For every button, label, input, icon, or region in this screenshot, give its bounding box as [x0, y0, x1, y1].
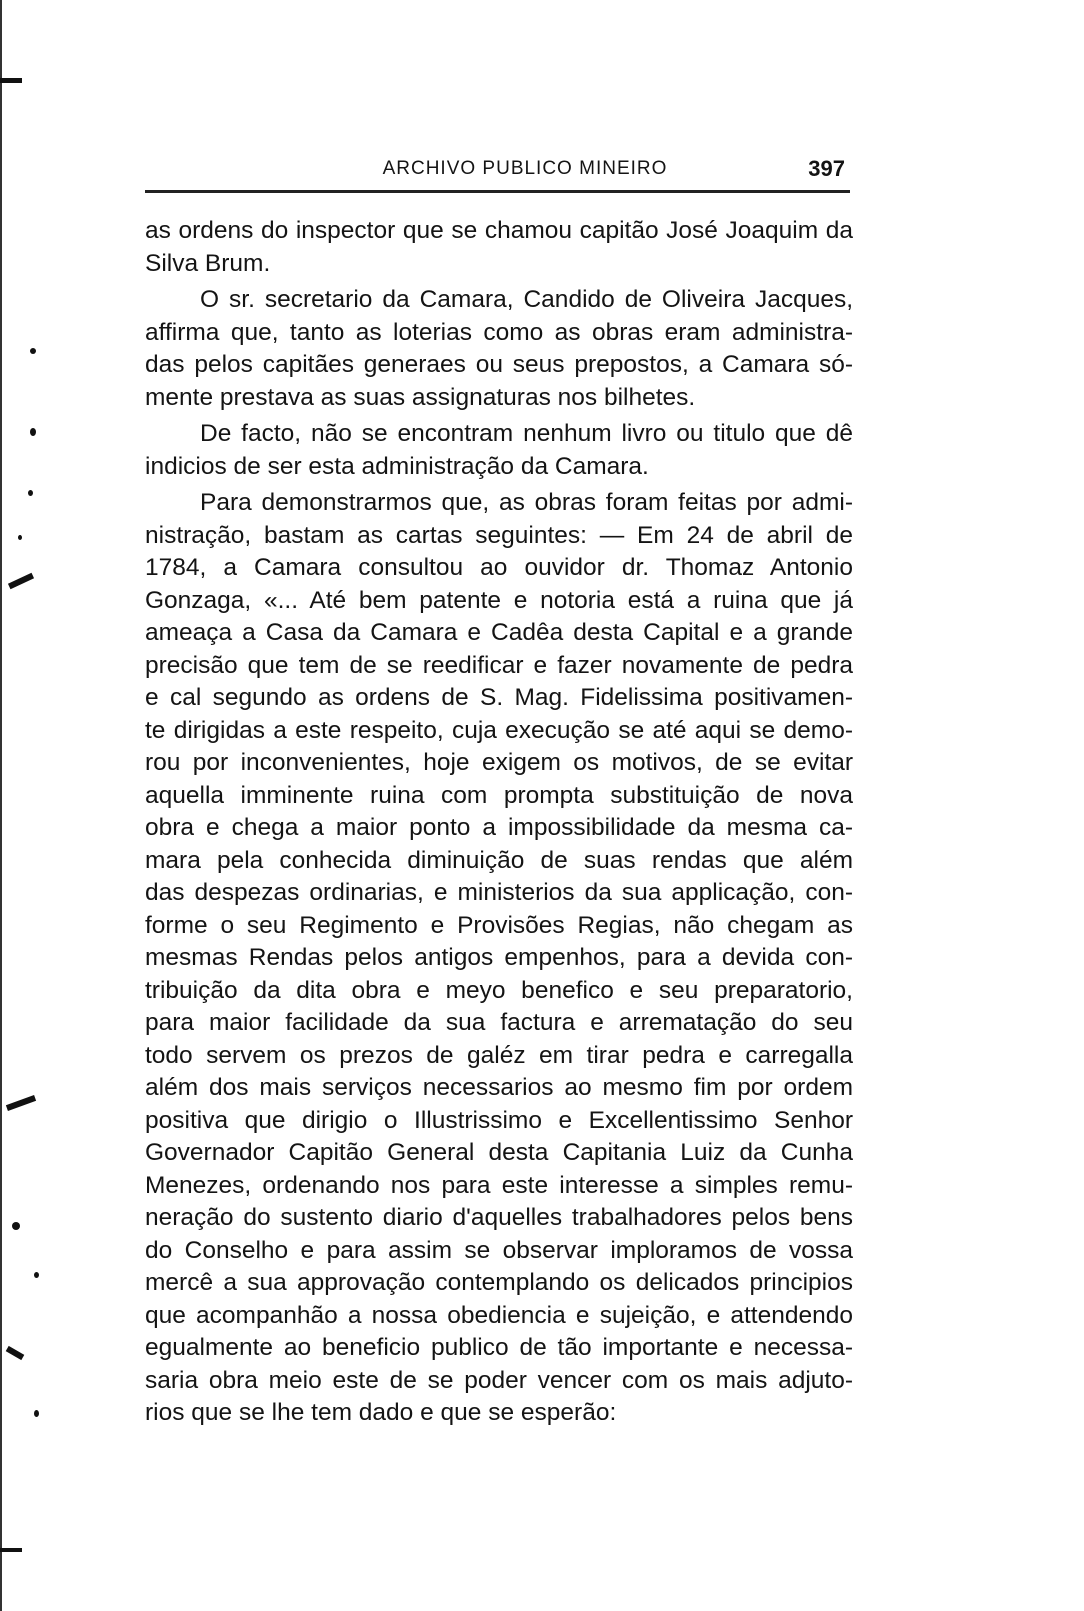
- text-line: positiva que dirigio o Illustrissimo e Excellentissimo Senhor: [145, 1106, 853, 1134]
- margin-dot: [30, 348, 36, 354]
- text-line: ameaça a Casa da Camara e Cadêa desta Capital e a grande: [145, 619, 853, 646]
- body-text: [145, 215, 853, 1430]
- paragraph: [145, 418, 853, 483]
- text-line: das despezas ordinarias, e ministerios da sua applicação, con-: [145, 879, 853, 906]
- paragraph: [145, 215, 853, 280]
- margin-dot: [28, 490, 33, 496]
- paragraph: [145, 284, 853, 414]
- margin-mark: [6, 1095, 36, 1111]
- margin-mark: [6, 1346, 25, 1360]
- text-line: as ordens do inspector que se chamou capitão José Joaquim da: [145, 217, 853, 244]
- text-line: O sr. secretario da Camara, Candido de Oliveira Jacques,: [200, 286, 853, 313]
- text-line: precisão que tem de se reedificar e fazer novamente de pedra: [145, 651, 853, 679]
- text-line: De facto, não se encontram nenhum livro ou titulo que dê: [200, 420, 853, 447]
- text-line: indicios de ser esta administração da Camara.: [145, 452, 649, 480]
- text-line: do Conselho e para assim se observar imploramos de vossa: [145, 1236, 853, 1264]
- text-line: Governador Capitão General desta Capitania Luiz da Cunha: [145, 1139, 853, 1166]
- text-line: obra e chega a maior ponto a impossibilidade da mesma ca-: [145, 814, 853, 841]
- text-line: tribuição da dita obra e meyo benefico e seu preparatorio,: [145, 976, 853, 1004]
- text-line: além dos mais serviços necessarios ao mesmo fim por ordem: [145, 1074, 853, 1101]
- text-line: rios que se lhe tem dado e que se esperão:: [145, 1399, 617, 1426]
- text-line: Gonzaga, «... Até bem patente e notoria está a ruina que já: [145, 586, 853, 614]
- page-header: [145, 158, 845, 188]
- text-line: mente prestava as suas assignaturas nos bilhetes.: [145, 383, 696, 411]
- paragraph: [145, 487, 853, 1430]
- text-line: Silva Brum.: [145, 249, 271, 277]
- margin-dot: [12, 1222, 20, 1230]
- margin-mark: [8, 573, 34, 589]
- text-line: saria obra meio este de se poder vencer com os mais adjuto-: [145, 1366, 853, 1394]
- text-line: mercê a sua approvação contemplando os delicados principios: [145, 1269, 853, 1296]
- text-line: Menezes, ordenando nos para este interesse a simples remu-: [145, 1171, 853, 1199]
- running-title: ARCHIVO PUBLICO MINEIRO: [382, 158, 668, 179]
- text-line: affirma que, tanto as loterias como as obras eram administra-: [145, 318, 853, 346]
- text-line: forme o seu Regimento e Provisões Regias, não chegam as: [145, 911, 853, 939]
- text-line: todo servem os prezos de galéz em tirar pedra e carregalla: [145, 1041, 853, 1069]
- text-line: neração do sustento diario d'aquelles trabalhadores pelos bens: [145, 1204, 853, 1231]
- text-line: egualmente ao beneficio publico de tão importante e necessa-: [145, 1334, 853, 1361]
- text-line: e cal segundo as ordens de S. Mag. Fidelissima positivamen-: [145, 684, 853, 711]
- text-line: aquella imminente ruina com prompta substituição de nova: [145, 781, 853, 809]
- text-line: 1784, a Camara consultou ao ouvidor dr. Thomaz Antonio: [145, 554, 853, 581]
- text-line: nistração, bastam as cartas seguintes: — Em 24 de abril de: [145, 521, 853, 549]
- text-line: mesmas Rendas pelos antigos empenhos, para a devida con-: [145, 944, 853, 971]
- text-line: rou por inconvenientes, hoje exigem os motivos, de se evitar: [145, 749, 853, 776]
- text-line: mara pela conhecida diminuição de suas rendas que além: [145, 846, 853, 874]
- text-line: te dirigidas a este respeito, cuja execução se até aqui se demo-: [145, 716, 853, 744]
- text-line: que acompanhão a nossa obediencia e sujeição, e attendendo: [145, 1301, 853, 1329]
- margin-dot: [30, 428, 36, 436]
- margin-dot: [34, 1272, 39, 1278]
- text-line: para maior facilidade da sua factura e arrematação do seu: [145, 1009, 853, 1036]
- margin-dot: [34, 1410, 39, 1417]
- text-line: das pelos capitães generaes ou seus prepostos, a Camara só-: [145, 351, 853, 378]
- scan-margin: [0, 0, 40, 1611]
- page-edge-line: [0, 0, 2, 1611]
- header-rule: [145, 190, 850, 193]
- margin-dot: [18, 535, 22, 540]
- text-line: Para demonstrarmos que, as obras foram feitas por admi-: [200, 489, 853, 516]
- page-number: 397: [808, 156, 845, 181]
- margin-mark: [0, 78, 22, 83]
- margin-mark: [0, 1548, 22, 1552]
